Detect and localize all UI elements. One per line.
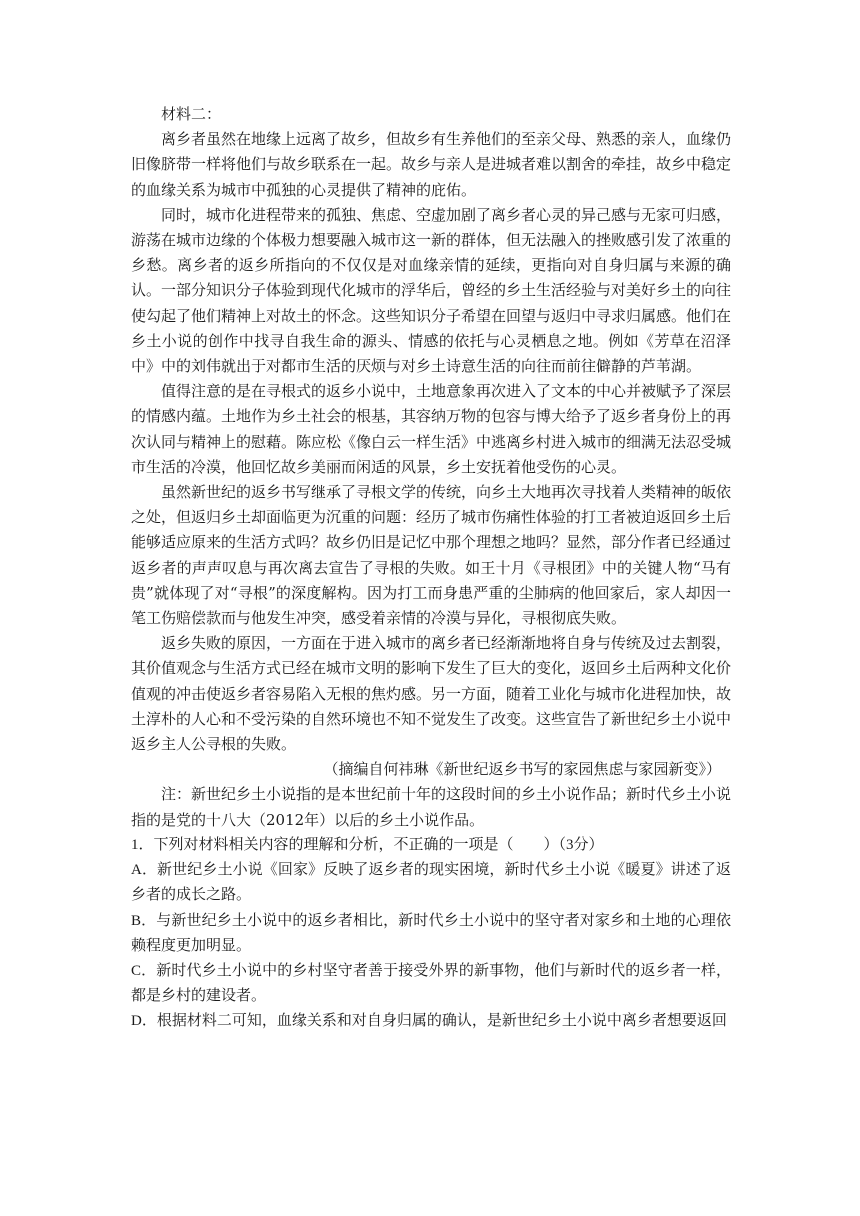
paragraph-4: 虽然新世纪的返乡书写继承了寻根文学的传统，向乡土大地再次寻找着人类精神的皈依之处，但返归乡土却面临更为沉重的问题：经历了城市伤痛性体验的打工者被迫返回乡土后能够适应原来的生活方式吗？故乡仍旧是记忆中那个理想之地吗？显然，部分作者已经通过返乡者的声声叹息与再次离去宣告了寻根的失败。如王十月《寻根团》中的关键人物“马有贵”就体现了对“寻根”的深度解构。因为打工而身患严重的尘肺病的他回家后，家人却因一笔工伤赔偿款而与他发生冲突，感受着亲情的冷漠与异化，寻根彻底失败。 bbox=[131, 483, 732, 628]
paragraph-1: 离乡者虽然在地缘上远离了故乡，但故乡有生养他们的至亲父母、熟悉的亲人，血缘仍旧像脐带一样将他们与故乡联系在一起。故乡与亲人是进城者难以割舍的牵挂，故乡中稳定的血缘关系为城市中孤独的心灵提供了精神的庇佑。 bbox=[131, 130, 732, 199]
question-stem: 1．下列对材料相关内容的理解和分析，不正确的一项是（ ）（3分） bbox=[131, 836, 604, 853]
document-page bbox=[131, 102, 731, 1035]
paragraph-2: 同时，城市化进程带来的孤独、焦虑、空虚加剧了离乡者心灵的异己感与无家可归感，游荡在城市边缘的个体极力想要融入城市这一新的群体，但无法融入的挫败感引发了浓重的乡愁。离乡者的返乡所指向的不仅仅是对血缘亲情的延续，更指向对自身归属与来源的确认。一部分知识分子体验到现代化城市的浮华后，曾经的乡土生活经验与对美好乡土的向往使勾起了他们精神上对故土的怀念。这些知识分子希望在回望与返归中寻求归属感。他们在乡土小说的创作中找寻自我生命的源头、情感的依托与心灵栖息之地。例如《芳草在沼泽中》中的刘伟就出于对都市生活的厌烦与对乡土诗意生活的向往而前往僻静的芦苇湖。 bbox=[131, 205, 732, 376]
source-citation: （摘编自何祎琳《新世纪返乡书写的家园焦虑与家园新变》） bbox=[323, 760, 721, 779]
option-c: C．新时代乡土小说中的乡村坚守者善于接受外界的新事物，他们与新时代的返乡者一样，都是乡村的建设者。 bbox=[131, 962, 731, 1005]
option-b: B．与新世纪乡土小说中的返乡者相比，新时代乡土小说中的坚守者对家乡和土地的心理依赖程度更加明显。 bbox=[131, 912, 731, 954]
option-d: D．根据材料二可知，血缘关系和对自身归属的确认，是新世纪乡土小说中离乡者想要返回 bbox=[131, 1013, 727, 1030]
footnote: 注：新世纪乡土小说指的是本世纪前十年的这段时间的乡土小说作品；新时代乡土小说指的是党的十八大（2012年）以后的乡土小说作品。 bbox=[131, 785, 732, 829]
option-a: A．新世纪乡土小说《回家》反映了返乡者的现实困境，新时代乡土小说《暖夏》讲述了返乡者的成长之路。 bbox=[131, 862, 731, 904]
paragraph-3: 值得注意的是在寻根式的返乡小说中，土地意象再次进入了文本的中心并被赋予了深层的情感内蕴。土地作为乡土社会的根基，其容纳万物的包容与博大给予了返乡者身份上的再次认同与精神上的慰藉。陈应松《像白云一样生活》中逃离乡村进入城市的细满无法忍受城市生活的冷漠，他回忆故乡美丽而闲适的风景，乡土安抚着他受伤的心灵。 bbox=[131, 382, 732, 476]
material-heading: 材料二： bbox=[161, 105, 222, 123]
paragraph-5: 返乡失败的原因，一方面在于进入城市的离乡者已经渐渐地将自身与传统及过去割裂，其价值观念与生活方式已经在城市文明的影响下发生了巨大的变化，返回乡土后两种文化价值观的冲击使返乡者容易陷入无根的焦灼感。另一方面，随着工业化与城市化进程加快，故土淳朴的人心和不受污染的自然环境也不知不觉发生了改变。这些宣告了新世纪乡土小说中返乡主人公寻根的失败。 bbox=[131, 634, 732, 754]
